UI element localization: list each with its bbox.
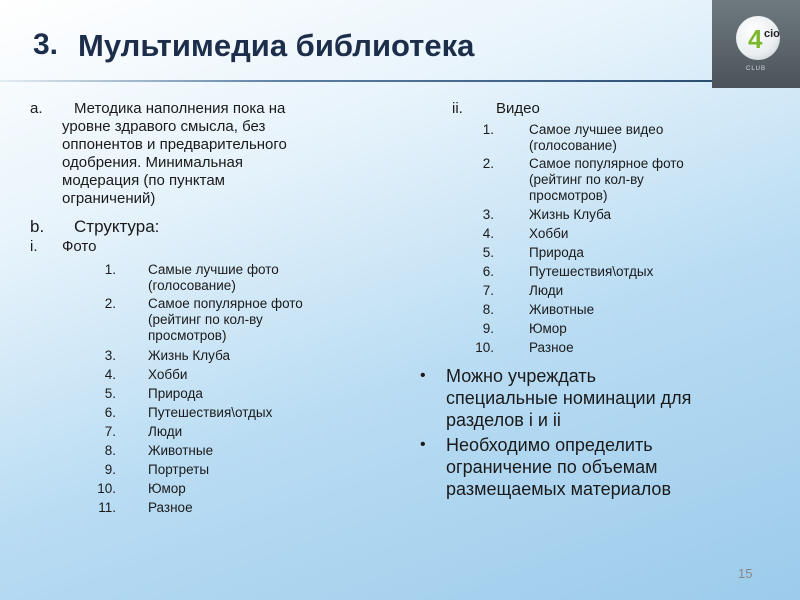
foto-item-number: 10. xyxy=(97,481,116,496)
foto-item-line: просмотров) xyxy=(148,328,227,343)
note-line: разделов i и ii xyxy=(446,410,561,430)
item-a-line: модерация (по пунктам xyxy=(62,172,225,189)
video-item: Животные xyxy=(529,302,595,317)
video-item: Люди xyxy=(529,283,564,298)
foto-item-number: 4. xyxy=(104,367,116,382)
note-line: Необходимо определить xyxy=(446,435,653,455)
item-a-text xyxy=(62,100,287,208)
video-marker: ii. xyxy=(452,100,463,117)
foto-item: Портреты xyxy=(148,462,210,477)
video-item: Жизнь Клуба xyxy=(529,207,612,222)
note-line: ограничение по объемам xyxy=(446,457,658,477)
item-a-line: оппонентов и предварительного xyxy=(62,136,287,153)
item-b-label: Структура: xyxy=(74,217,160,236)
note xyxy=(446,434,671,500)
logo-text: cio xyxy=(764,28,780,40)
video-item-line: Самое популярное фото xyxy=(529,156,684,171)
title-number: 3. xyxy=(33,28,59,61)
video-item-number: 3. xyxy=(482,207,494,222)
foto-item: Хобби xyxy=(148,367,188,382)
foto-label: Фото xyxy=(62,238,97,255)
logo-digit: 4 xyxy=(748,24,763,54)
item-a-line: ограничений) xyxy=(62,190,156,207)
foto-item: Путешествия\отдых xyxy=(148,405,273,420)
note xyxy=(446,365,691,431)
note-line: размещаемых материалов xyxy=(446,479,671,499)
foto-item-number: 1. xyxy=(104,262,116,277)
foto-item-number: 9. xyxy=(104,462,116,477)
item-a-line: уровне здравого смысла, без xyxy=(62,118,266,135)
video-label: Видео xyxy=(496,100,540,117)
item-a-line: Методика наполнения пока на xyxy=(74,100,286,117)
video-item: Разное xyxy=(529,340,574,355)
page-number: 15 xyxy=(738,566,753,581)
foto-item-line: Самые лучшие фото xyxy=(148,262,279,277)
video-item-line: (рейтинг по кол-ву xyxy=(529,172,644,187)
video-item: Природа xyxy=(529,245,584,260)
video-item-number: 6. xyxy=(482,264,494,279)
note-bullet: • xyxy=(420,367,426,384)
video-item-line: просмотров) xyxy=(529,188,608,203)
item-a-line: одобрения. Минимальная xyxy=(62,154,244,171)
foto-marker: i. xyxy=(30,238,38,255)
foto-item-number: 2. xyxy=(104,296,116,311)
slide-title: Мультимедиа библиотека xyxy=(78,28,475,63)
video-item: Юмор xyxy=(529,321,567,336)
video-item xyxy=(529,156,684,204)
foto-item: Жизнь Клуба xyxy=(148,348,231,363)
foto-item: Юмор xyxy=(148,481,186,496)
foto-item-number: 11. xyxy=(98,500,116,515)
video-item-number: 7. xyxy=(482,283,494,298)
foto-item-number: 6. xyxy=(104,405,116,420)
foto-item: Разное xyxy=(148,500,193,515)
foto-item-number: 5. xyxy=(104,386,116,401)
video-item xyxy=(529,122,663,154)
foto-item-line: (голосование) xyxy=(148,278,236,293)
foto-item: Природа xyxy=(148,386,203,401)
foto-item: Животные xyxy=(148,443,214,458)
video-item-number: 9. xyxy=(482,321,494,336)
foto-item-number: 7. xyxy=(104,424,116,439)
video-item: Хобби xyxy=(529,226,569,241)
video-item-number: 2. xyxy=(482,156,494,171)
logo-emblem xyxy=(736,16,780,60)
video-item-number: 5. xyxy=(482,245,494,260)
video-item: Путешествия\отдых xyxy=(529,264,654,279)
video-item-number: 8. xyxy=(482,302,494,317)
foto-item: Люди xyxy=(148,424,183,439)
logo-subtext: CLUB xyxy=(745,66,766,72)
video-item-number: 1. xyxy=(482,122,494,137)
video-item-line: Самое лучшее видео xyxy=(529,122,664,137)
note-line: Можно учреждать xyxy=(446,366,596,386)
foto-item xyxy=(148,296,303,344)
note-bullet: • xyxy=(420,436,426,453)
foto-item xyxy=(148,262,279,294)
title-underline xyxy=(0,80,712,82)
logo xyxy=(712,0,800,88)
foto-item-number: 8. xyxy=(104,443,116,458)
video-item-number: 4. xyxy=(482,226,494,241)
foto-item-line: (рейтинг по кол-ву xyxy=(148,312,263,327)
video-item-number: 10. xyxy=(475,340,494,355)
video-item-line: (голосование) xyxy=(529,138,617,153)
item-a-marker: a. xyxy=(30,100,43,117)
item-b-marker: b. xyxy=(30,217,45,236)
note-line: специальные номинации для xyxy=(446,388,692,408)
foto-item-line: Самое популярное фото xyxy=(148,296,303,311)
foto-item-number: 3. xyxy=(104,348,116,363)
